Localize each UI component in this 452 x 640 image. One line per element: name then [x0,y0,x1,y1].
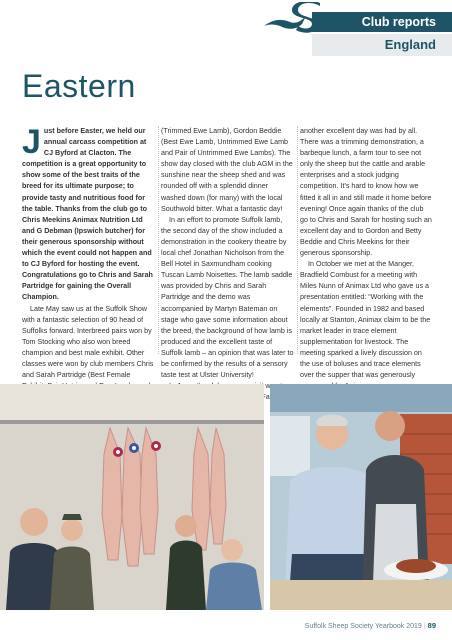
paragraph: Farm [261,393,279,402]
publication-name: Suffolk Sheep Society Yearbook 2019 [304,623,422,630]
column-divider [297,126,298,354]
region-title: Eastern [22,68,136,104]
article-column-3 [300,126,433,392]
page-footer [305,621,436,630]
section-title: Club reports [361,15,436,29]
article-column-1 [22,123,155,426]
page-number: 89 [427,621,436,630]
carcass-competition-photo [0,384,264,610]
cookery-demo-photo [270,384,452,610]
footer-separator: | [423,623,426,630]
article-column-2 [161,126,294,403]
paragraph: In an effort to promote Suffolk lamb, the second day of the show included a demonstration in the cookery theatre by local chef Jonathan Nicholson from the Bell Hotel in Saxmundham cooking Tuscan Lamb Noisettes. The lamb saddle was provided by Chris and Sarah Partridge and the demo was accompanied by Martyn Bateman on stage who gave some information about the breed, the background of how lamb is produced and the excellent taste of Suffolk lamb – an opinion that was later to be confirmed by the results of a sensory taste test at Ulster University! [161,215,294,380]
paragraph: In October we met at the Manger, Bradfield Combust for a meeting with Miles Nunn of Animax Ltd who gave us a presentation entitled: “Working with the elements”. Founded in 1982 and based locally at Stanton, Animax claim to be the market leader in trace element supplementation for livestock. The meeting sparked a lively discussion on the use of boluses and trace elements over the supper that was generously [300,260,431,380]
paragraph: (Trimmed Ewe Lamb), Gordon Beddie (Best Ewe Lamb, Untrimmed Ewe Lamb and Pair of Untrimmed Ewe Lambs). The show day closed with the club AGM in the sunshine near the sheep shed and was rounded off with a splendid dinner washed down (for many) with the local Southwold bitter. What a fantastic day! [161,127,293,213]
paragraph: another excellent day was had by all. There was a trimming demonstration, a barbeque lunch, a farm tour to see not only the sheep but the cattle and arable enterprises and a stock judging competition. It's hard to know how we fitted it all in and still made it home before evening! Once again thanks of the club go to Chris and Sarah for hosting such an excellent day and to Gordon and Betty Beddie and Chris Meekins for their generous sponsorship. [300,127,432,258]
paragraph: Late May saw us at the Suffolk Show with a fantastic selection of 90 head of Suffolks forward. Interbreed pairs won by Tom Stocking who also won breed champion and best male exhibit. Other classes were won by club members Chris and Sarah Partridge (Best Female [22,304,154,380]
lead-paragraph [22,123,155,304]
lead-text: ust before Easter, we held our annual carcass competition at CJ Byford at Clacton. The competition is a great opportunity to show some of the best traits of the breed for its ultimate purpose; to provide tasty and nutritious food for the table. Thanks from the club go to Chris Meekins Animax Nutrition Ltd and G Debman (Ipswich butcher) for their generous sponsorship without which the event could not happen and to CJ Byford for hosting the event. Congratulations go to Chris and Sarah Partridge for gaining the Overall Champion. [22,127,153,302]
dropcap: J [22,123,41,161]
column-divider [158,126,159,354]
section-subtitle: England [384,37,436,52]
